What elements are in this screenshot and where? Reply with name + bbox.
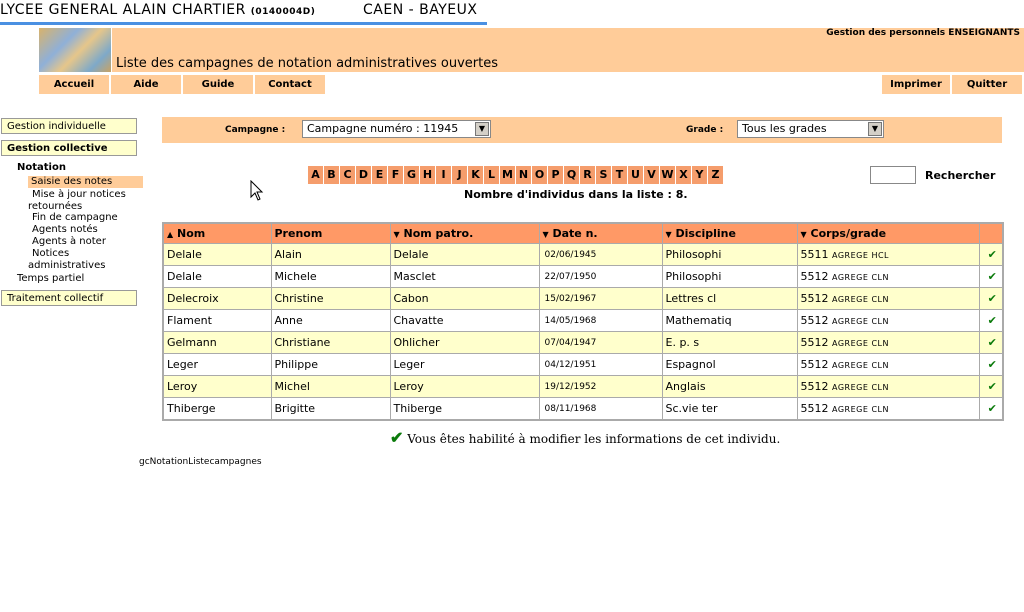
cell-prenom: Alain: [271, 244, 390, 266]
school-city: CAEN - BAYEUX: [363, 2, 478, 18]
cell-discipline: Philosophi: [662, 244, 797, 266]
cell-discipline: Espagnol: [662, 354, 797, 376]
sidebar-mise-a-jour-notices[interactable]: Mise à jour notices: [32, 189, 126, 200]
cell-nom[interactable]: Gelmann: [163, 332, 271, 354]
mouse-cursor-icon: [250, 180, 264, 202]
corps-number: 5511: [800, 248, 829, 261]
letter-g-button[interactable]: G: [404, 166, 419, 184]
table-row[interactable]: [163, 266, 1003, 288]
school-title-bar: [0, 0, 487, 25]
corps-grade: AGREGE CLN: [832, 405, 889, 414]
edit-checkmark-icon[interactable]: ✔: [979, 288, 1003, 310]
corps-number: 5512: [800, 358, 829, 371]
letter-e-button[interactable]: E: [372, 166, 387, 184]
cell-prenom: Philippe: [271, 354, 390, 376]
sort-down-icon: ▼: [800, 230, 807, 239]
grade-select-value: Tous les grades: [742, 122, 827, 135]
cell-date: 14/05/1968: [539, 310, 662, 332]
campagne-select[interactable]: [302, 120, 491, 138]
personnel-table: [162, 222, 1004, 421]
sidebar-traitement-collectif[interactable]: Traitement collectif: [1, 290, 137, 306]
sidebar-agents-notes[interactable]: Agents notés: [32, 224, 98, 235]
nav-contact-button[interactable]: Contact: [255, 75, 325, 94]
letter-x-button[interactable]: X: [676, 166, 691, 184]
chevron-down-icon[interactable]: ▼: [475, 122, 489, 136]
letter-p-button[interactable]: P: [548, 166, 563, 184]
letter-w-button[interactable]: W: [660, 166, 675, 184]
grade-label: Grade :: [686, 125, 724, 135]
cell-nom-patro: Chavatte: [390, 310, 539, 332]
letter-i-button[interactable]: I: [436, 166, 451, 184]
table-row[interactable]: [163, 244, 1003, 266]
cell-date: 22/07/1950: [539, 266, 662, 288]
cell-nom-patro: Leger: [390, 354, 539, 376]
sidebar-notices-cont[interactable]: administratives: [28, 260, 106, 271]
cell-corps: [797, 354, 979, 376]
edit-checkmark-icon[interactable]: ✔: [979, 376, 1003, 398]
cell-date: 02/06/1945: [539, 244, 662, 266]
cell-date: 08/11/1968: [539, 398, 662, 421]
edit-checkmark-icon[interactable]: ✔: [979, 244, 1003, 266]
letter-c-button[interactable]: C: [340, 166, 355, 184]
cell-nom-patro: Cabon: [390, 288, 539, 310]
letter-m-button[interactable]: M: [500, 166, 515, 184]
letter-n-button[interactable]: N: [516, 166, 531, 184]
nav-accueil-button[interactable]: Accueil: [39, 75, 109, 94]
column-header-nom-patro[interactable]: ▼ Nom patro.: [390, 223, 539, 244]
cell-nom-patro: Delale: [390, 244, 539, 266]
letter-o-button[interactable]: O: [532, 166, 547, 184]
letter-f-button[interactable]: F: [388, 166, 403, 184]
nav-aide-button[interactable]: Aide: [111, 75, 181, 94]
cell-corps: [797, 332, 979, 354]
corps-number: 5512: [800, 336, 829, 349]
nav-guide-button[interactable]: Guide: [183, 75, 253, 94]
module-label: Gestion des personnels ENSEIGNANTS: [826, 28, 1020, 38]
legend-text: Vous êtes habilité à modifier les informations de cet individu.: [407, 432, 781, 446]
corps-grade: AGREGE CLN: [832, 383, 889, 392]
grade-select[interactable]: [737, 120, 884, 138]
corps-grade: AGREGE HCL: [832, 251, 889, 260]
sidebar-gestion-collective[interactable]: Gestion collective: [1, 140, 137, 156]
sidebar-saisie-notes[interactable]: Saisie des notes: [28, 176, 143, 188]
cell-date: 04/12/1951: [539, 354, 662, 376]
cell-prenom: Christiane: [271, 332, 390, 354]
school-name: LYCEE GENERAL ALAIN CHARTIER (0140004D): [0, 2, 316, 18]
letter-a-button[interactable]: A: [308, 166, 323, 184]
table-row[interactable]: [163, 398, 1003, 421]
corps-number: 5512: [800, 380, 829, 393]
corps-grade: AGREGE CLN: [832, 273, 889, 282]
cell-nom-patro: Leroy: [390, 376, 539, 398]
nav-imprimer-button[interactable]: Imprimer: [882, 75, 950, 94]
cell-nom[interactable]: Delale: [163, 244, 271, 266]
campagne-select-value: Campagne numéro : 11945: [307, 122, 459, 135]
table-row[interactable]: [163, 288, 1003, 310]
page-code: gcNotationListecampagnes: [139, 457, 262, 467]
table-row[interactable]: [163, 332, 1003, 354]
corps-number: 5512: [800, 270, 829, 283]
column-header-nom[interactable]: ▲ Nom: [163, 223, 271, 244]
cell-nom[interactable]: Delale: [163, 266, 271, 288]
cell-discipline: Anglais: [662, 376, 797, 398]
sidebar-temps-partiel[interactable]: Temps partiel: [17, 273, 85, 284]
letter-j-button[interactable]: J: [452, 166, 467, 184]
letter-r-button[interactable]: R: [580, 166, 595, 184]
search-button[interactable]: Rechercher: [925, 169, 996, 182]
corps-number: 5512: [800, 314, 829, 327]
chevron-down-icon[interactable]: ▼: [868, 122, 882, 136]
cell-discipline: Sc.vie ter: [662, 398, 797, 421]
cell-corps: [797, 310, 979, 332]
sidebar-agents-a-noter[interactable]: Agents à noter: [32, 236, 106, 247]
sidebar-notices[interactable]: Notices: [32, 248, 70, 259]
legend: [390, 428, 780, 447]
edit-checkmark-icon[interactable]: ✔: [979, 398, 1003, 421]
school-code: (0140004D): [250, 7, 316, 17]
cell-discipline: E. p. s: [662, 332, 797, 354]
cell-corps: [797, 288, 979, 310]
cell-prenom: Michele: [271, 266, 390, 288]
cell-prenom: Michel: [271, 376, 390, 398]
letter-b-button[interactable]: B: [324, 166, 339, 184]
sort-down-icon: ▼: [393, 230, 400, 239]
cell-discipline: Lettres cl: [662, 288, 797, 310]
cell-discipline: Philosophi: [662, 266, 797, 288]
letter-h-button[interactable]: H: [420, 166, 435, 184]
sort-down-icon: ▼: [665, 230, 672, 239]
cell-nom[interactable]: Flament: [163, 310, 271, 332]
corps-number: 5512: [800, 292, 829, 305]
sidebar-fin-campagne[interactable]: Fin de campagne: [32, 212, 118, 223]
column-header-edit: [979, 223, 1003, 244]
cell-corps: [797, 244, 979, 266]
cell-date: 19/12/1952: [539, 376, 662, 398]
cell-nom-patro: Ohlicher: [390, 332, 539, 354]
corps-number: 5512: [800, 402, 829, 415]
letter-s-button[interactable]: S: [596, 166, 611, 184]
nav-quitter-button[interactable]: Quitter: [952, 75, 1022, 94]
column-header-prenom[interactable]: Prenom: [271, 223, 390, 244]
sidebar-gestion-individuelle[interactable]: Gestion individuelle: [1, 118, 137, 134]
edit-checkmark-icon[interactable]: ✔: [979, 310, 1003, 332]
cell-discipline: Mathematiq: [662, 310, 797, 332]
checkmark-icon: ✔: [390, 428, 404, 447]
column-header-discipline[interactable]: ▼ Discipline: [662, 223, 797, 244]
corps-grade: AGREGE CLN: [832, 295, 889, 304]
campagne-label: Campagne :: [225, 125, 286, 135]
table-header-row: [163, 223, 1003, 244]
corps-grade: AGREGE CLN: [832, 339, 889, 348]
page-title: Liste des campagnes de notation administratives ouvertes: [116, 56, 499, 71]
letter-v-button[interactable]: V: [644, 166, 659, 184]
banner-logo-image: [39, 28, 111, 72]
corps-grade: AGREGE CLN: [832, 317, 889, 326]
filter-bar: [162, 117, 1002, 143]
cell-corps: [797, 266, 979, 288]
count-text: Nombre d'individus dans la liste : 8.: [464, 188, 688, 201]
letter-y-button[interactable]: Y: [692, 166, 707, 184]
cell-prenom: Anne: [271, 310, 390, 332]
search-input[interactable]: [870, 166, 916, 184]
letter-l-button[interactable]: L: [484, 166, 499, 184]
cell-nom[interactable]: Delecroix: [163, 288, 271, 310]
cell-prenom: Christine: [271, 288, 390, 310]
cell-corps: [797, 398, 979, 421]
cell-corps: [797, 376, 979, 398]
cell-nom-patro: Masclet: [390, 266, 539, 288]
letter-d-button[interactable]: D: [356, 166, 371, 184]
cell-date: 15/02/1967: [539, 288, 662, 310]
sidebar-mise-a-jour-notices-cont[interactable]: retournées: [28, 201, 83, 212]
letter-u-button[interactable]: U: [628, 166, 643, 184]
cell-prenom: Brigitte: [271, 398, 390, 421]
sidebar-notation[interactable]: Notation: [17, 162, 66, 173]
letter-z-button[interactable]: Z: [708, 166, 723, 184]
edit-checkmark-icon[interactable]: ✔: [979, 354, 1003, 376]
edit-checkmark-icon[interactable]: ✔: [979, 332, 1003, 354]
cell-nom[interactable]: Leroy: [163, 376, 271, 398]
edit-checkmark-icon[interactable]: ✔: [979, 266, 1003, 288]
column-header-date[interactable]: ▼ Date n.: [539, 223, 662, 244]
letter-t-button[interactable]: T: [612, 166, 627, 184]
table-row[interactable]: [163, 354, 1003, 376]
table-row[interactable]: [163, 376, 1003, 398]
corps-grade: AGREGE CLN: [832, 361, 889, 370]
cell-nom[interactable]: Leger: [163, 354, 271, 376]
cell-date: 07/04/1947: [539, 332, 662, 354]
cell-nom[interactable]: Thiberge: [163, 398, 271, 421]
table-row[interactable]: [163, 310, 1003, 332]
alphabet-filter: [308, 166, 723, 184]
column-header-corps[interactable]: ▼ Corps/grade: [797, 223, 979, 244]
letter-q-button[interactable]: Q: [564, 166, 579, 184]
cell-nom-patro: Thiberge: [390, 398, 539, 421]
sort-down-icon: ▼: [542, 230, 549, 239]
sort-up-icon: ▲: [167, 230, 174, 239]
letter-k-button[interactable]: K: [468, 166, 483, 184]
